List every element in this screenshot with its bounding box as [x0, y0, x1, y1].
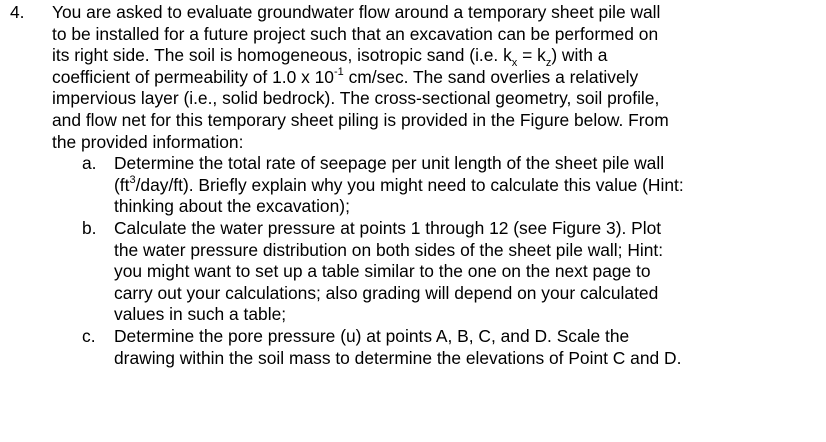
- problem-4: [0, 2, 826, 369]
- subitem-a-marker: a.: [82, 153, 97, 174]
- subitem-a-line-1: Determine the total rate of seepage per unit length of the sheet pile wall: [114, 153, 665, 174]
- subitem-b: [52, 218, 822, 326]
- subitem-b-line-3: you might want to set up a table similar to the one on the next page to: [114, 261, 651, 282]
- line3-text-c: ) with a: [551, 45, 608, 66]
- subitem-b-line-1: Calculate the water pressure at points 1 through 12 (see Figure 3). Plot: [114, 217, 662, 238]
- problem-text: [52, 2, 822, 369]
- line4-text-a: coefficient of permeability of 1.0 x 10: [52, 66, 334, 87]
- subitem-c-text: [114, 326, 822, 369]
- problem-document: [0, 2, 826, 369]
- line3-text-b: = k: [517, 45, 546, 66]
- problem-line-6: and flow net for this temporary sheet piling is provided in the Figure below. From: [52, 109, 669, 130]
- exponent-three: 3: [129, 173, 136, 186]
- subitem-c-marker: c.: [82, 325, 96, 346]
- problem-line-3: [52, 45, 822, 67]
- subitem-c: [52, 326, 822, 369]
- subitem-a-line-2: [114, 175, 822, 197]
- problem-line-1: You are asked to evaluate groundwater flow around a temporary sheet pile wall: [52, 2, 661, 22]
- problem-line-7: the provided information:: [52, 131, 244, 152]
- subitem-a-line-2-b: /day/ft). Briefly explain why you might need to calculate this value (Hint:: [135, 174, 684, 195]
- subitem-a: [52, 153, 822, 218]
- subitem-b-marker: b.: [82, 217, 97, 238]
- subitem-b-line-5: values in such a table;: [114, 304, 287, 325]
- problem-line-2: to be installed for a future project such that an excavation can be performed on: [52, 23, 659, 44]
- problem-line-4: [52, 67, 822, 89]
- exponent-minus-one: -1: [333, 65, 344, 78]
- subitem-a-text: [114, 153, 822, 218]
- problem-line-5: impervious layer (i.e., solid bedrock). The cross-sectional geometry, soil profile,: [52, 88, 660, 109]
- subitem-c-line-2: drawing within the soil mass to determine the elevations of Point C and D.: [114, 347, 682, 368]
- line3-text-a: its right side. The soil is homogeneous, isotropic sand (i.e. k: [52, 45, 512, 66]
- problem-number: 4.: [10, 2, 25, 22]
- subitem-b-text: [114, 218, 822, 326]
- subitem-list: [52, 153, 822, 369]
- subscript-x: x: [511, 56, 518, 69]
- subitem-b-line-2: the water pressure distribution on both sides of the sheet pile wall; Hint:: [114, 239, 664, 260]
- subitem-a-line-2-a: (ft: [114, 174, 130, 195]
- subitem-b-line-4: carry out your calculations; also grading will depend on your calculated: [114, 282, 659, 303]
- subitem-a-line-3: thinking about the excavation);: [114, 196, 350, 217]
- subitem-c-line-1: Determine the pore pressure (u) at points A, B, C, and D. Scale the: [114, 325, 630, 346]
- line4-text-b: cm/sec. The sand overlies a relatively: [343, 66, 639, 87]
- subscript-z: z: [545, 56, 552, 69]
